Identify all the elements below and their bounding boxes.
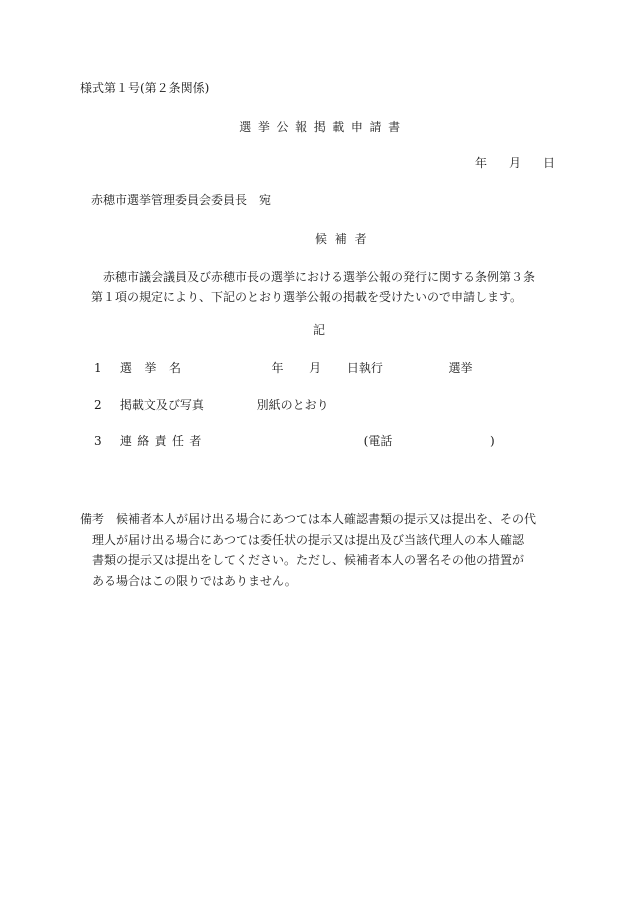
item-label: 掲載文及び写真 [119,398,204,412]
item-number: 3 [94,434,102,448]
document-title: 選挙公報掲載申請書 [239,120,407,134]
remarks-line: 候補者本人が届け出る場合にあつては本人確認書類の提示又は提出を、その代 [116,512,537,526]
election-year: 年 [271,361,284,375]
body-paragraph: 赤穂市議会議員及び赤穂市長の選挙における選挙公報の発行に関する条例第３条第１項の規定により、下記のとおり選挙公報の掲載を受けたいので申請します。 [91,270,536,304]
remarks [80,509,550,591]
item-text-photo [94,397,329,413]
phone-close: ) [490,434,495,448]
form-number: 様式第１号(第２条関係) [80,81,210,95]
item-election-name [94,360,473,376]
ki-heading: 記 [312,323,325,337]
item-number: 1 [94,361,102,375]
remarks-line: 理人が届け出る場合にあつては委任状の提示又は提出及び当該代理人の本人確認 [92,532,525,547]
item-label: 選挙名 [119,361,194,375]
date-day: 日 [543,156,556,170]
item-contact-person [94,433,495,449]
phone-open: (電話 [363,434,393,448]
addressee: 赤穂市選挙管理委員会委員長 宛 [91,193,272,207]
election-month: 月 [309,361,322,375]
remarks-label: 備考 [80,512,105,526]
remarks-line: 書類の提示又は提出をしてください。ただし、候補者本人の署名その他の措置が [92,553,525,567]
date-line [437,155,555,171]
item-number: 2 [94,398,102,412]
election-exec-day: 日執行 [346,361,383,375]
item-value: 別紙のとおり [256,398,329,412]
election-suffix: 選挙 [448,361,473,375]
date-month: 月 [509,156,522,170]
candidate-label: 候補者 [315,232,375,246]
item-label: 連絡責任者 [119,434,207,448]
date-year: 年 [475,156,488,170]
remarks-line: ある場合はこの限りではありません。 [92,573,297,588]
